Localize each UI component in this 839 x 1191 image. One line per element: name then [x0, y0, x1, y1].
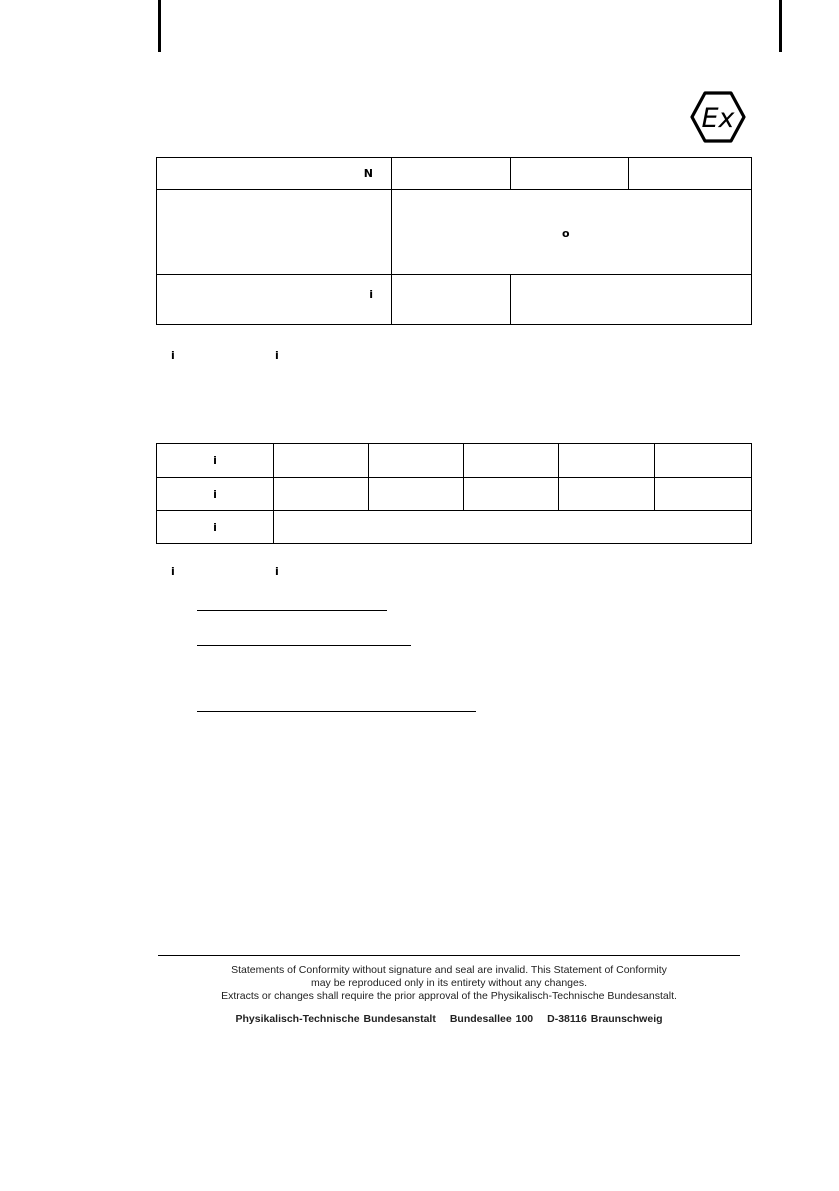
- table1-r1c4: [629, 158, 752, 190]
- paragraph2-mark-a: i: [171, 565, 175, 578]
- specification-table-1: [156, 157, 752, 325]
- paragraph1-mark-a: i: [171, 349, 175, 362]
- specification-table-2: [156, 443, 752, 544]
- table2-r2c3: [369, 478, 464, 511]
- footer-street: Bundesallee 100: [449, 1013, 534, 1025]
- table2-r3c2: [274, 511, 752, 544]
- footer-address: [158, 1013, 740, 1025]
- underline-3: [197, 711, 476, 712]
- table1-r2c2-mark: o: [562, 227, 570, 240]
- table1-r1c2: [392, 158, 511, 190]
- table2-r1c2: [274, 444, 369, 478]
- table2-r1c4: [464, 444, 559, 478]
- table2-r1c5: [559, 444, 655, 478]
- table2-r1c3: [369, 444, 464, 478]
- underline-2: [197, 645, 411, 646]
- paragraph2-mark-b: i: [275, 565, 279, 578]
- table2-r2c5: [559, 478, 655, 511]
- ex-atex-logo-icon: [689, 90, 747, 144]
- footer-line-1: Statements of Conformity without signature and seal are invalid. This Statement of Conformity: [231, 964, 667, 976]
- footer-line-2: may be reproduced only in its entirety without any changes.: [310, 977, 588, 989]
- table1-r1c3: [511, 158, 629, 190]
- corner-mark-right: [779, 0, 782, 52]
- table2-r2c1: i: [157, 478, 274, 511]
- corner-mark-left: [158, 0, 161, 52]
- table1-r3c2: [392, 275, 511, 325]
- table2-r1c6: [655, 444, 752, 478]
- ex-logo-text: Ex: [701, 103, 735, 134]
- table1-r3c3: [511, 275, 752, 325]
- footer-line-3: Extracts or changes shall require the prior approval of the Physikalisch-Technische Bundesanstalt.: [221, 990, 677, 1002]
- table1-r2c1: [157, 190, 392, 275]
- footer-organization: Physikalisch-Technische Bundesanstalt: [235, 1013, 436, 1025]
- table2-r2c2: [274, 478, 369, 511]
- table2-r3c1: i: [157, 511, 274, 544]
- underline-1: [197, 610, 387, 611]
- table1-r2c2: [392, 190, 752, 275]
- table2-r2c6: [655, 478, 752, 511]
- table1-r3c1: i: [157, 275, 392, 325]
- paragraph1-mark-b: i: [275, 349, 279, 362]
- table1-r1c1: N: [157, 158, 392, 190]
- table2-r2c4: [464, 478, 559, 511]
- footer-city: D-38116 Braunschweig: [547, 1013, 663, 1025]
- footer-divider: [158, 955, 740, 956]
- table2-r1c1: i: [157, 444, 274, 478]
